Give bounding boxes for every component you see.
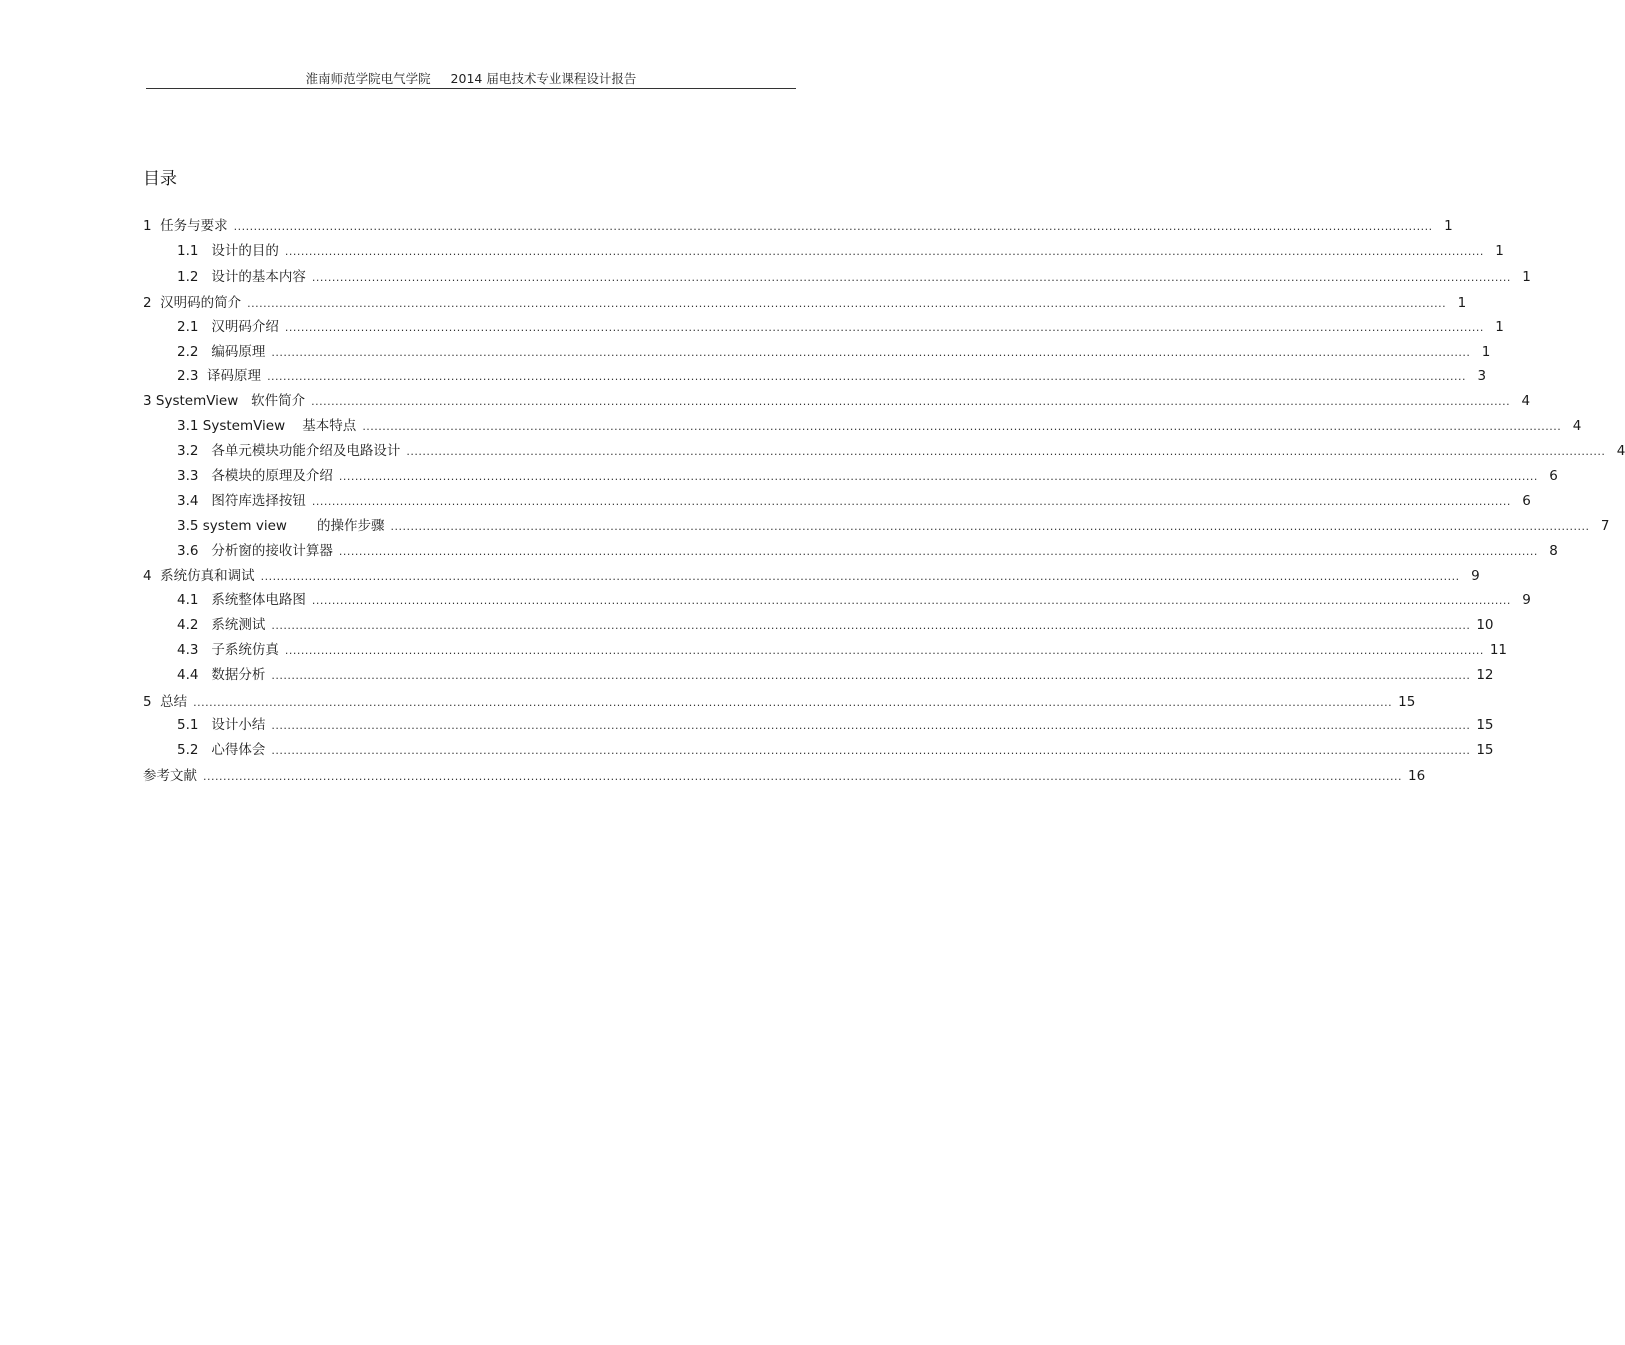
toc-page-number: 6 xyxy=(1522,493,1531,509)
toc-page-number: 3 xyxy=(1477,368,1487,384)
toc-entry-label: 3 SystemView 软件简介 xyxy=(143,393,306,409)
toc-entry-label: 4.2 系统测试 xyxy=(177,617,266,633)
toc-page-number: 15 xyxy=(1398,694,1416,710)
toc-entry-label: 3.5 system view 的操作步骤 xyxy=(177,518,385,534)
toc-entry-label: 参考文献 xyxy=(143,768,197,784)
toc-entry-label: 2.1 汉明码介绍 xyxy=(177,319,279,335)
toc-entry-label: 2 汉明码的简介 xyxy=(143,295,242,311)
toc-page-number: 1 xyxy=(1522,269,1531,285)
toc-page-number: 7 xyxy=(1600,518,1610,534)
toc-entry-label: 3.3 各模块的原理及介绍 xyxy=(177,468,333,484)
toc-page-number: 8 xyxy=(1549,543,1558,559)
toc-subentry[interactable] xyxy=(143,615,1494,635)
toc-subentry[interactable] xyxy=(143,491,1531,511)
toc-subentry[interactable] xyxy=(143,516,1610,536)
toc-page-number: 1 xyxy=(1457,295,1467,311)
toc-leader-dots: ............................................................................................................................................................................................................................................................................................................ xyxy=(260,570,1460,583)
toc-entry-label: 2.3 译码原理 xyxy=(177,368,262,384)
toc-leader-dots: ............................................................................................................................................................................................................................................................................................................ xyxy=(311,271,1511,284)
toc-page-number: 1 xyxy=(1495,319,1504,335)
toc-page-number: 1 xyxy=(1444,218,1453,234)
toc-leader-dots: ............................................................................................................................................................................................................................................................................................................ xyxy=(362,420,1562,433)
toc-leader-dots: ............................................................................................................................................................................................................................................................................................................ xyxy=(271,619,1471,632)
toc-subentry[interactable] xyxy=(143,665,1494,685)
toc-subentry[interactable] xyxy=(143,441,1625,461)
header-rule xyxy=(146,88,796,89)
page-header: 淮南师范学院电气学院 2014 届电技术专业课程设计报告 xyxy=(305,71,637,86)
toc-subentry[interactable] xyxy=(143,541,1558,561)
toc-entry[interactable] xyxy=(143,566,1480,586)
toc-subentry[interactable] xyxy=(143,416,1582,436)
toc-leader-dots: ............................................................................................................................................................................................................................................................................................................ xyxy=(311,395,1511,408)
toc-leader-dots: ............................................................................................................................................................................................................................................................................................................ xyxy=(284,644,1484,657)
toc-leader-dots: ............................................................................................................................................................................................................................................................................................................ xyxy=(338,470,1538,483)
toc-page-number: 4 xyxy=(1521,393,1531,409)
toc-subentry[interactable] xyxy=(143,317,1504,337)
toc-entry[interactable] xyxy=(143,692,1416,712)
toc-leader-dots: ............................................................................................................................................................................................................................................................................................................ xyxy=(247,297,1447,310)
toc-entry-label: 3.1 SystemView 基本特点 xyxy=(177,418,357,434)
toc-entry-label: 1.1 设计的目的 xyxy=(177,243,279,259)
toc-subentry[interactable] xyxy=(143,640,1508,660)
toc-title: 目录 xyxy=(143,169,177,189)
toc-page-number: 15 xyxy=(1476,742,1494,758)
toc-page-number: 12 xyxy=(1476,667,1494,683)
toc-page-number: 4 xyxy=(1572,418,1582,434)
toc-subentry[interactable] xyxy=(143,740,1494,760)
toc-entry[interactable] xyxy=(143,766,1426,786)
toc-entry-label: 5.1 设计小结 xyxy=(177,717,266,733)
toc-entry-label: 4.1 系统整体电路图 xyxy=(177,592,306,608)
toc-leader-dots: ............................................................................................................................................................................................................................................................................................................ xyxy=(311,594,1511,607)
toc-entry-label: 4 系统仿真和调试 xyxy=(143,568,255,584)
toc-subentry[interactable] xyxy=(143,241,1504,261)
toc-page-number: 1 xyxy=(1481,344,1491,360)
toc-page-number: 4 xyxy=(1616,443,1625,459)
toc-entry-label: 5.2 心得体会 xyxy=(177,742,266,758)
toc-entry-label: 4.4 数据分析 xyxy=(177,667,266,683)
toc-subentry[interactable] xyxy=(143,342,1491,362)
toc-page-number: 15 xyxy=(1476,717,1494,733)
toc-leader-dots: ............................................................................................................................................................................................................................................................................................................ xyxy=(233,220,1433,233)
toc-leader-dots: ............................................................................................................................................................................................................................................................................................................ xyxy=(284,321,1484,334)
toc-leader-dots: ............................................................................................................................................................................................................................................................................................................ xyxy=(271,719,1471,732)
toc-leader-dots: ............................................................................................................................................................................................................................................................................................................ xyxy=(267,370,1467,383)
toc-subentry[interactable] xyxy=(143,590,1531,610)
toc-leader-dots: ............................................................................................................................................................................................................................................................................................................ xyxy=(284,245,1484,258)
toc-leader-dots: ............................................................................................................................................................................................................................................................................................................ xyxy=(193,696,1393,709)
toc-page-number: 9 xyxy=(1471,568,1480,584)
toc-entry[interactable] xyxy=(143,391,1531,411)
toc-subentry[interactable] xyxy=(143,267,1531,287)
toc-leader-dots: ............................................................................................................................................................................................................................................................................................................ xyxy=(271,669,1471,682)
toc-subentry[interactable] xyxy=(143,466,1558,486)
toc-leader-dots: ............................................................................................................................................................................................................................................................................................................ xyxy=(271,346,1471,359)
toc-leader-dots: ............................................................................................................................................................................................................................................................................................................ xyxy=(271,744,1471,757)
toc-page-number: 11 xyxy=(1489,642,1508,658)
toc-leader-dots: ............................................................................................................................................................................................................................................................................................................ xyxy=(390,520,1590,533)
toc-leader-dots: ............................................................................................................................................................................................................................................................................................................ xyxy=(338,545,1538,558)
toc-entry[interactable] xyxy=(143,216,1453,236)
toc-entry-label: 3.6 分析窗的接收计算器 xyxy=(177,543,333,559)
toc-subentry[interactable] xyxy=(143,715,1494,735)
toc-page-number: 16 xyxy=(1407,768,1426,784)
toc-leader-dots: ............................................................................................................................................................................................................................................................................................................ xyxy=(203,770,1402,783)
toc-page-number: 9 xyxy=(1522,592,1531,608)
toc-entry-label: 2.2 编码原理 xyxy=(177,344,266,360)
toc-entry-label: 1 任务与要求 xyxy=(143,218,228,234)
toc-entry-label: 3.2 各单元模块功能介绍及电路设计 xyxy=(177,443,401,459)
toc-entry-label: 4.3 子系统仿真 xyxy=(177,642,279,658)
toc-page-number: 1 xyxy=(1495,243,1504,259)
toc-subentry[interactable] xyxy=(143,366,1487,386)
toc-page-number: 6 xyxy=(1549,468,1558,484)
toc-entry[interactable] xyxy=(143,293,1467,313)
toc-entry-label: 1.2 设计的基本内容 xyxy=(177,269,306,285)
toc-entry-label: 3.4 图符库选择按钮 xyxy=(177,493,306,509)
toc-leader-dots: ............................................................................................................................................................................................................................................................................................................ xyxy=(406,445,1606,458)
toc-page-number: 10 xyxy=(1476,617,1494,633)
toc-leader-dots: ............................................................................................................................................................................................................................................................................................................ xyxy=(311,495,1511,508)
toc-entry-label: 5 总结 xyxy=(143,694,188,710)
